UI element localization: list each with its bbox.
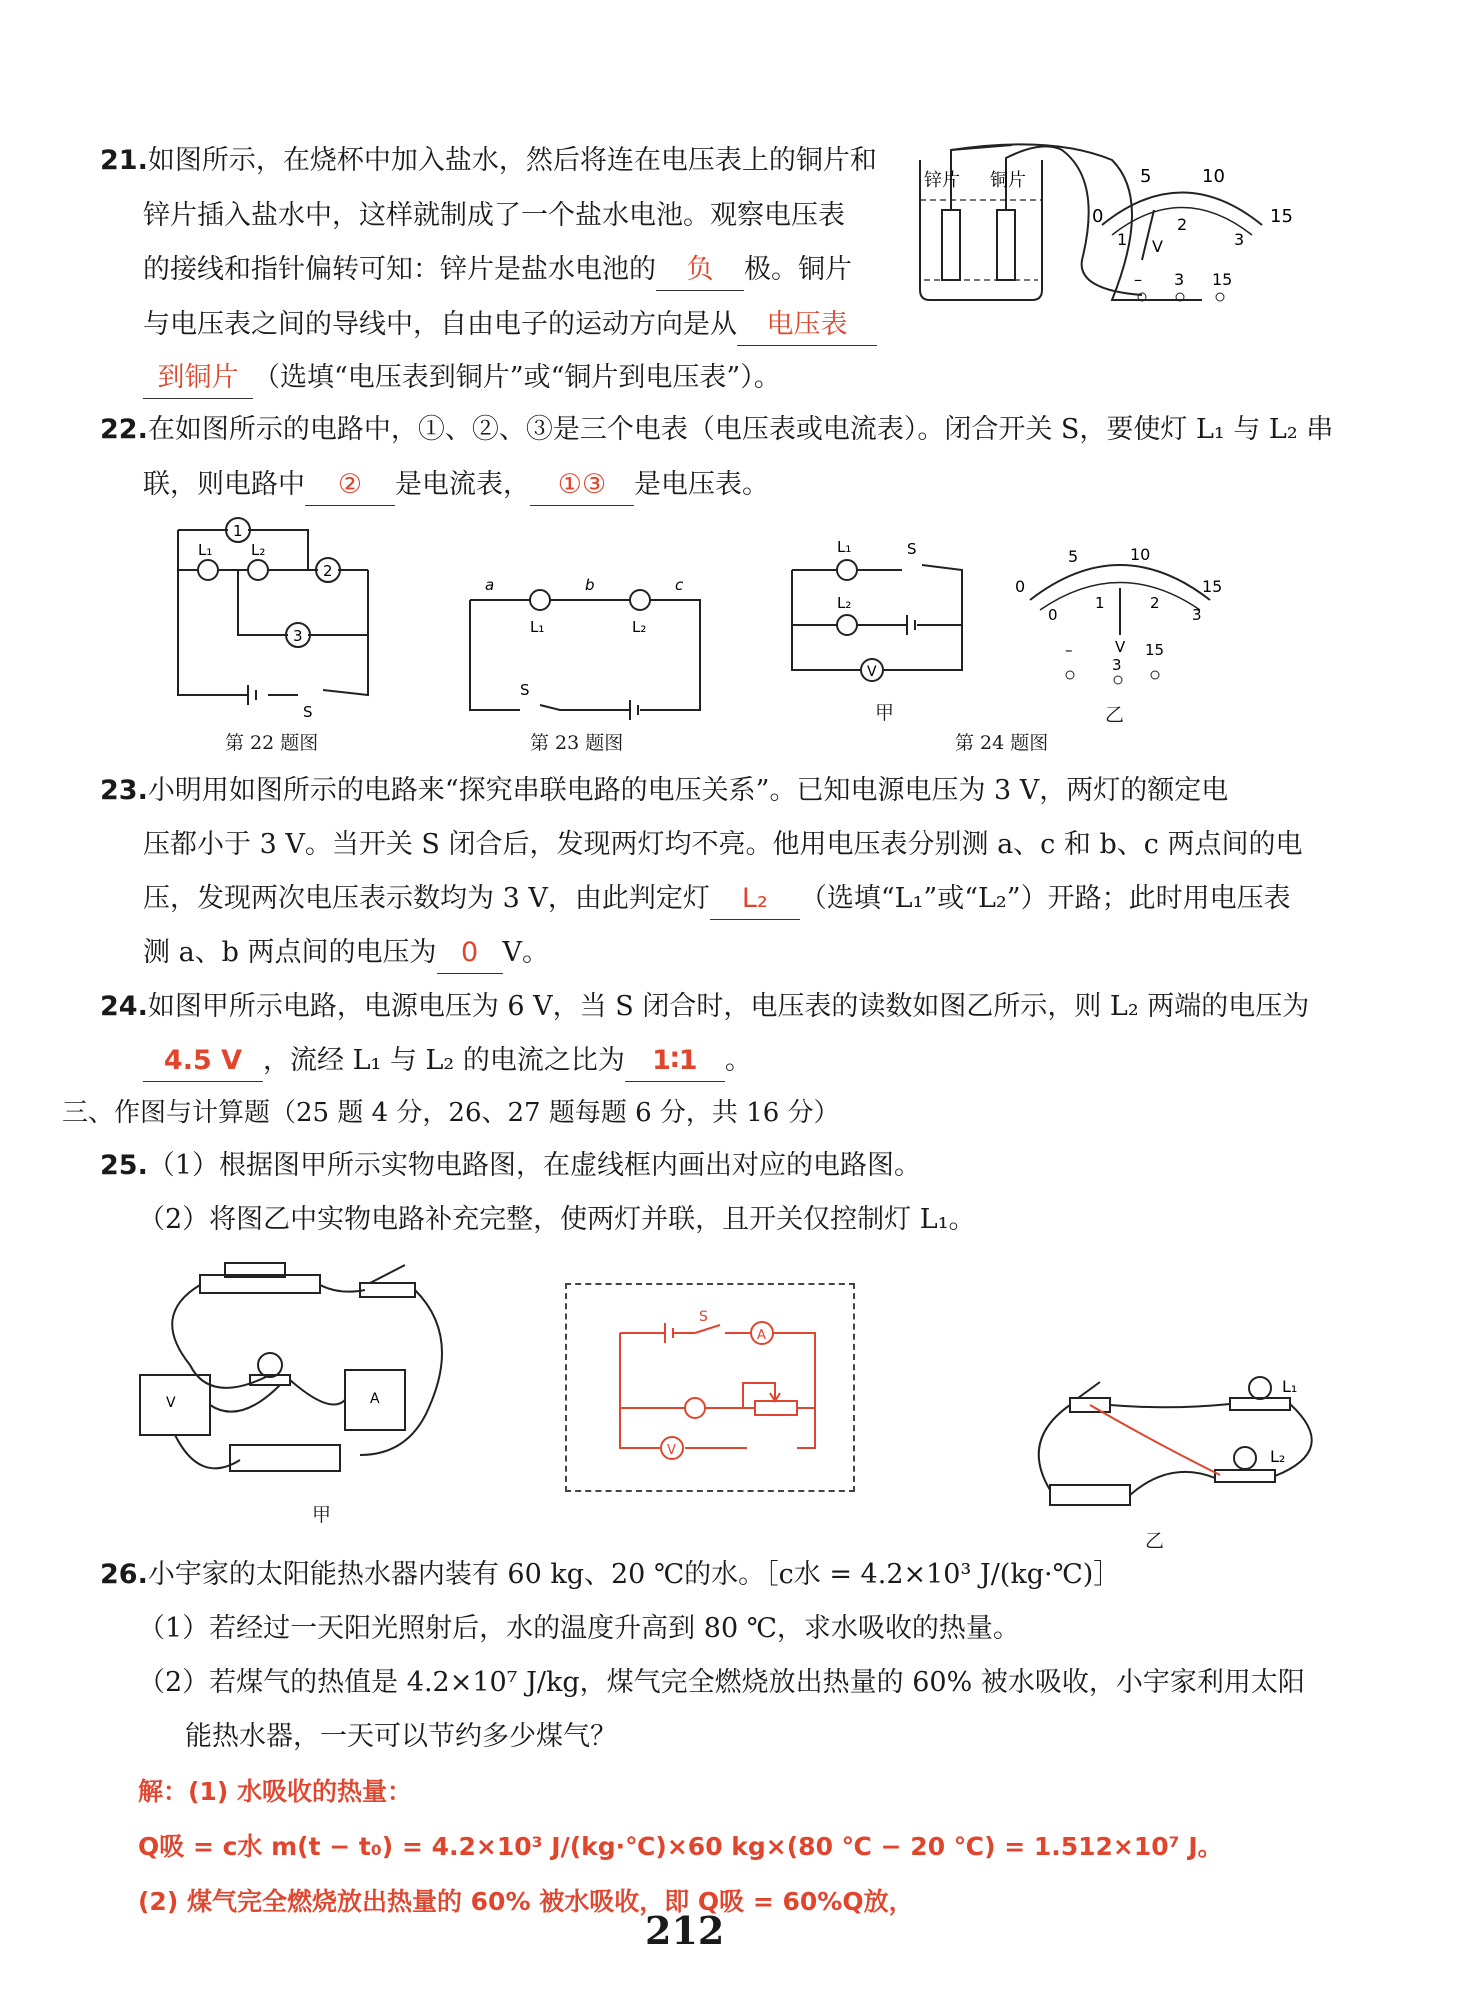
q23-number: 23. — [100, 775, 148, 806]
svg-text:V: V — [867, 664, 877, 680]
svg-text:V: V — [667, 1443, 676, 1458]
svg-text:c: c — [675, 576, 684, 594]
svg-text:L₂: L₂ — [1270, 1447, 1286, 1466]
svg-text:–: – — [1134, 270, 1142, 289]
rheostat — [230, 1445, 340, 1471]
svg-text:3: 3 — [293, 627, 303, 645]
q25-line-2: （2）将图乙中实物电路补充完整，使两灯并联，且开关仅控制灯 L₁。 — [138, 1204, 976, 1235]
svg-text:15: 15 — [1202, 577, 1223, 596]
q22-line-1: 22.在如图所示的电路中，①、②、③是三个电表（电压表或电流表）。闭合开关 S，要使灯 L₁ 与 L₂ 串 — [100, 414, 1334, 445]
svg-text:S: S — [907, 540, 917, 558]
svg-text:3: 3 — [1112, 656, 1122, 674]
svg-text:5: 5 — [1140, 166, 1152, 187]
q24-line-1: 24.如图甲所示电路，电源电压为 6 V，当 S 闭合时，电压表的读数如图乙所示，则 L₂ 两端的电压为 — [100, 991, 1310, 1022]
q24-number: 24. — [100, 991, 148, 1022]
q24-line-2: 4.5 V ，流经 L₁ 与 L₂ 的电流之比为 1∶1 。 — [143, 1041, 752, 1082]
svg-text:1: 1 — [233, 522, 243, 540]
solution-line-2: Q吸 = c水 m(t − t₀) = 4.2×10³ J/(kg·℃)×60 kg×(80 ℃ − 20 ℃) = 1.512×10⁷ J。 — [138, 1832, 1223, 1861]
q21-answer-1: 负 — [656, 250, 744, 291]
svg-text:1: 1 — [1095, 594, 1105, 612]
svg-text:2: 2 — [323, 562, 333, 580]
caption-22: 第 22 题图 — [225, 732, 319, 754]
svg-text:L₂: L₂ — [251, 541, 266, 559]
bulb-L2-base — [1215, 1470, 1275, 1482]
svg-text:L₁: L₁ — [530, 618, 545, 636]
q22-answer-2: ①③ — [530, 465, 634, 506]
q21-line-4: 与电压表之间的导线中，自由电子的运动方向是从 电压表 — [143, 305, 877, 346]
zinc-plate — [942, 210, 960, 280]
q25-figure-jia — [130, 1255, 460, 1485]
q23-line-1: 23.小明用如图所示的电路来“探究串联电路的电压关系”。已知电源电压为 3 V，两灯的额定电 — [100, 775, 1229, 806]
q25-number: 25. — [100, 1150, 148, 1181]
q23-answer-2: 0 — [437, 933, 503, 974]
bulb — [258, 1353, 282, 1377]
q21-line-2: 锌片插入盐水中，这样就制成了一个盐水电池。观察电压表 — [143, 200, 845, 231]
svg-text:0: 0 — [1048, 606, 1058, 624]
svg-text:a: a — [485, 576, 495, 594]
svg-text:V: V — [166, 1395, 176, 1411]
svg-text:3: 3 — [1174, 270, 1185, 289]
svg-text:S: S — [699, 1309, 708, 1325]
svg-text:A: A — [370, 1391, 380, 1407]
q22-line-2: 联，则电路中 ② 是电流表， ①③ 是电压表。 — [143, 465, 769, 506]
svg-text:15: 15 — [1145, 641, 1165, 659]
q21-figure — [912, 140, 1312, 315]
beaker — [920, 144, 1202, 300]
svg-text:A: A — [757, 1328, 766, 1343]
q22-number: 22. — [100, 414, 148, 445]
copper-label: 铜片 — [990, 170, 1026, 191]
caption-24: 第 24 题图 — [955, 732, 1049, 754]
svg-text:0: 0 — [1015, 577, 1026, 596]
page-number: 212 — [645, 1908, 725, 1953]
svg-text:L₂: L₂ — [632, 618, 647, 636]
q23-answer-1: L₂ — [710, 879, 800, 920]
q21-answer-2b: 到铜片 — [143, 358, 253, 399]
q25-answer-schematic — [565, 1283, 855, 1493]
q26-number: 26. — [100, 1559, 148, 1590]
svg-text:15: 15 — [1212, 270, 1233, 289]
svg-text:L₁: L₁ — [1282, 1377, 1298, 1396]
caption-yi-24: 乙 — [1105, 704, 1125, 726]
figure-22 — [168, 510, 388, 720]
voltmeter-dial — [1092, 166, 1293, 301]
q23-line-3: 压，发现两次电压表示数均为 3 V，由此判定灯 L₂ （选填“L₁”或“L₂”）开路；此时用电压表 — [143, 879, 1291, 920]
q25-line-1: 25.（1）根据图甲所示实物电路图，在虚线框内画出对应的电路图。 — [100, 1150, 922, 1181]
q25-figure-yi — [1020, 1370, 1350, 1520]
q24-answer-2: 1∶1 — [625, 1041, 725, 1082]
svg-text:V: V — [1152, 237, 1163, 256]
q26-line-3: （2）若煤气的热值是 4.2×10⁷ J/kg，煤气完全燃烧放出热量的 60% 被水吸收，小宇家利用太阳 — [138, 1667, 1305, 1698]
svg-text:15: 15 — [1270, 206, 1293, 227]
solution-line-1: 解：(1) 水吸收的热量： — [138, 1777, 412, 1806]
zinc-label: 锌片 — [924, 170, 960, 191]
solution-line-3: (2) 煤气完全燃烧放出热量的 60% 被水吸收，即 Q吸 = 60%Q放， — [138, 1887, 914, 1916]
caption-jia-25: 甲 — [312, 1504, 332, 1526]
q23-line-2: 压都小于 3 V。当开关 S 闭合后，发现两灯均不亮。他用电压表分别测 a、c 和 b、c 两点间的电 — [143, 829, 1303, 860]
caption-yi-25: 乙 — [1145, 1530, 1165, 1552]
q21-line-5: 到铜片 （选填“电压表到铜片”或“铜片到电压表”）。 — [143, 358, 781, 399]
caption-23: 第 23 题图 — [530, 732, 624, 754]
q26-line-4: 能热水器，一天可以节约多少煤气？ — [185, 1721, 617, 1752]
q21-number: 21. — [100, 145, 148, 176]
svg-text:3: 3 — [1234, 230, 1245, 249]
svg-text:10: 10 — [1202, 166, 1225, 187]
q21-line-3: 的接线和指针偏转可知：锌片是盐水电池的 负 极。铜片 — [143, 250, 852, 291]
q26-line-2: （1）若经过一天阳光照射后，水的温度升高到 80 ℃，求水吸收的热量。 — [138, 1613, 1020, 1644]
copper-plate — [997, 210, 1015, 280]
svg-text:L₂: L₂ — [837, 594, 852, 612]
svg-text:2: 2 — [1150, 594, 1160, 612]
caption-jia-24: 甲 — [875, 702, 895, 724]
figure-23 — [460, 570, 710, 720]
figure-24-jia — [782, 530, 982, 690]
svg-text:2: 2 — [1177, 215, 1188, 234]
q21-line-1: 21.如图所示，在烧杯中加入盐水，然后将连在电压表上的铜片和 — [100, 145, 877, 176]
svg-text:5: 5 — [1068, 547, 1079, 566]
answer-wire — [1090, 1405, 1220, 1475]
svg-text:L₁: L₁ — [198, 541, 213, 559]
q24-answer-1: 4.5 V — [143, 1041, 263, 1082]
svg-text:3: 3 — [1192, 606, 1202, 624]
q26-line-1: 26.小宇家的太阳能热水器内装有 60 kg、20 ℃的水。［c水 = 4.2×10³ J/(kg·℃)］ — [100, 1559, 1121, 1590]
switch-base — [360, 1283, 415, 1297]
svg-text:1: 1 — [1117, 230, 1128, 249]
figure-24-yi — [1010, 540, 1230, 690]
svg-text:V: V — [1115, 638, 1126, 656]
svg-text:0: 0 — [1092, 206, 1104, 227]
svg-text:–: – — [1065, 641, 1073, 659]
q21-answer-2a: 电压表 — [737, 305, 877, 346]
section-3-heading: 三、作图与计算题（25 题 4 分，26、27 题每题 6 分，共 16 分） — [62, 1098, 840, 1128]
svg-text:S: S — [520, 681, 530, 699]
q22-answer-1: ② — [305, 465, 395, 506]
svg-text:10: 10 — [1130, 545, 1151, 564]
svg-text:S: S — [303, 703, 313, 720]
svg-text:L₁: L₁ — [837, 538, 852, 556]
svg-text:b: b — [585, 576, 595, 594]
q23-line-4: 测 a、b 两点间的电压为 0 V。 — [143, 933, 549, 974]
battery-yi — [1050, 1485, 1130, 1505]
